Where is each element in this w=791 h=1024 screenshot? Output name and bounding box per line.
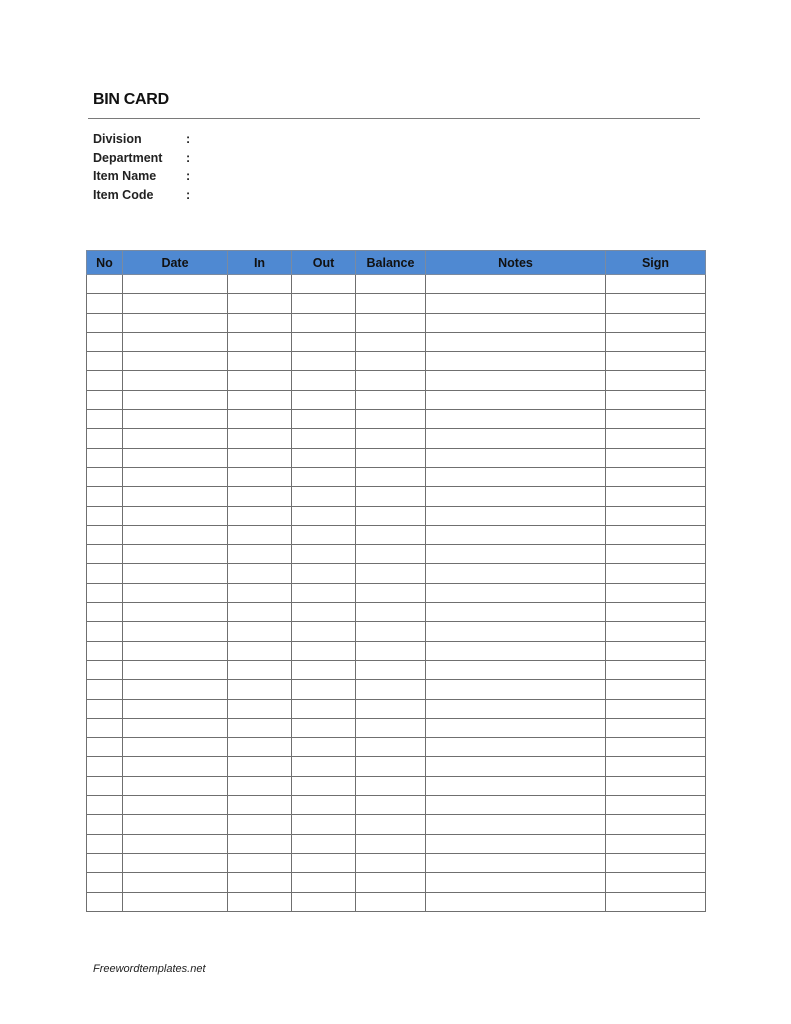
table-row — [87, 873, 706, 892]
cell-notes[interactable] — [426, 622, 606, 641]
cell-out[interactable] — [292, 390, 356, 409]
cell-no[interactable] — [87, 660, 123, 679]
cell-in[interactable] — [228, 583, 292, 602]
cell-no[interactable] — [87, 294, 123, 313]
cell-sign[interactable] — [606, 564, 706, 583]
cell-balance[interactable] — [356, 448, 426, 467]
cell-notes[interactable] — [426, 275, 606, 294]
cell-balance[interactable] — [356, 294, 426, 313]
cell-balance[interactable] — [356, 641, 426, 660]
cell-in[interactable] — [228, 506, 292, 525]
cell-in[interactable] — [228, 834, 292, 853]
cell-sign[interactable] — [606, 545, 706, 564]
field-item-code — [93, 186, 496, 205]
cell-sign[interactable] — [606, 699, 706, 718]
field-separator: : — [186, 169, 191, 183]
cell-no[interactable] — [87, 371, 123, 390]
cell-date[interactable] — [123, 448, 228, 467]
cell-balance[interactable] — [356, 834, 426, 853]
table-row — [87, 352, 706, 371]
cell-out[interactable] — [292, 487, 356, 506]
cell-in[interactable] — [228, 294, 292, 313]
cell-sign[interactable] — [606, 603, 706, 622]
cell-in[interactable] — [228, 641, 292, 660]
cell-in[interactable] — [228, 525, 292, 544]
cell-in[interactable] — [228, 467, 292, 486]
table-row — [87, 294, 706, 313]
cell-sign[interactable] — [606, 815, 706, 834]
cell-date[interactable] — [123, 525, 228, 544]
cell-date[interactable] — [123, 815, 228, 834]
column-header-out: Out — [292, 251, 356, 275]
cell-sign[interactable] — [606, 390, 706, 409]
table-row — [87, 641, 706, 660]
cell-out[interactable] — [292, 313, 356, 332]
cell-in[interactable] — [228, 352, 292, 371]
cell-no[interactable] — [87, 622, 123, 641]
cell-notes[interactable] — [426, 815, 606, 834]
cell-no[interactable] — [87, 487, 123, 506]
table-row — [87, 448, 706, 467]
table-row — [87, 680, 706, 699]
cell-notes[interactable] — [426, 525, 606, 544]
column-header-date: Date — [123, 251, 228, 275]
cell-out[interactable] — [292, 873, 356, 892]
cell-out[interactable] — [292, 506, 356, 525]
item-info-section — [93, 130, 496, 204]
table-row — [87, 332, 706, 351]
cell-date[interactable] — [123, 429, 228, 448]
table-header-row — [87, 251, 706, 275]
table-row — [87, 371, 706, 390]
table-row — [87, 390, 706, 409]
cell-date[interactable] — [123, 873, 228, 892]
cell-no[interactable] — [87, 834, 123, 853]
cell-out[interactable] — [292, 332, 356, 351]
table-row — [87, 892, 706, 911]
cell-balance[interactable] — [356, 776, 426, 795]
cell-no[interactable] — [87, 583, 123, 602]
cell-date[interactable] — [123, 892, 228, 911]
table-row — [87, 275, 706, 294]
cell-date[interactable] — [123, 776, 228, 795]
cell-date[interactable] — [123, 680, 228, 699]
cell-in[interactable] — [228, 448, 292, 467]
field-division — [93, 130, 496, 149]
cell-out[interactable] — [292, 448, 356, 467]
cell-date[interactable] — [123, 313, 228, 332]
cell-no[interactable] — [87, 641, 123, 660]
cell-sign[interactable] — [606, 853, 706, 872]
cell-in[interactable] — [228, 603, 292, 622]
field-label: Department — [93, 150, 163, 165]
cell-sign[interactable] — [606, 448, 706, 467]
cell-date[interactable] — [123, 390, 228, 409]
field-label: Division — [93, 132, 142, 146]
cell-out[interactable] — [292, 294, 356, 313]
title-divider — [88, 118, 700, 119]
cell-sign[interactable] — [606, 352, 706, 371]
cell-sign[interactable] — [606, 410, 706, 429]
cell-in[interactable] — [228, 371, 292, 390]
cell-date[interactable] — [123, 796, 228, 815]
cell-notes[interactable] — [426, 660, 606, 679]
cell-balance[interactable] — [356, 352, 426, 371]
cell-sign[interactable] — [606, 892, 706, 911]
table-row — [87, 815, 706, 834]
cell-date[interactable] — [123, 506, 228, 525]
cell-sign[interactable] — [606, 313, 706, 332]
table-row — [87, 718, 706, 737]
cell-date[interactable] — [123, 332, 228, 351]
cell-notes[interactable] — [426, 738, 606, 757]
cell-out[interactable] — [292, 815, 356, 834]
table-row — [87, 313, 706, 332]
cell-balance[interactable] — [356, 313, 426, 332]
table-row — [87, 776, 706, 795]
cell-out[interactable] — [292, 545, 356, 564]
division-value[interactable] — [196, 130, 496, 149]
cell-in[interactable] — [228, 718, 292, 737]
cell-notes[interactable] — [426, 564, 606, 583]
footer-source: Freewordtemplates.net — [93, 963, 206, 975]
table-row — [87, 738, 706, 757]
cell-date[interactable] — [123, 603, 228, 622]
cell-date[interactable] — [123, 834, 228, 853]
column-header-balance: Balance — [356, 251, 426, 275]
cell-no[interactable] — [87, 738, 123, 757]
cell-in[interactable] — [228, 815, 292, 834]
cell-date[interactable] — [123, 699, 228, 718]
cell-balance[interactable] — [356, 525, 426, 544]
cell-date[interactable] — [123, 487, 228, 506]
field-separator: : — [186, 187, 191, 202]
table-row — [87, 796, 706, 815]
cell-no[interactable] — [87, 352, 123, 371]
field-item-name — [93, 167, 496, 186]
cell-balance[interactable] — [356, 718, 426, 737]
table-row — [87, 487, 706, 506]
cell-sign[interactable] — [606, 796, 706, 815]
cell-notes[interactable] — [426, 332, 606, 351]
cell-sign[interactable] — [606, 371, 706, 390]
cell-date[interactable] — [123, 371, 228, 390]
cell-notes[interactable] — [426, 603, 606, 622]
cell-no[interactable] — [87, 313, 123, 332]
cell-balance[interactable] — [356, 873, 426, 892]
cell-no[interactable] — [87, 853, 123, 872]
cell-no[interactable] — [87, 603, 123, 622]
cell-no[interactable] — [87, 873, 123, 892]
cell-in[interactable] — [228, 873, 292, 892]
cell-notes[interactable] — [426, 699, 606, 718]
cell-notes[interactable] — [426, 892, 606, 911]
table-row — [87, 757, 706, 776]
table-row — [87, 853, 706, 872]
cell-sign[interactable] — [606, 525, 706, 544]
table-row — [87, 506, 706, 525]
cell-out[interactable] — [292, 525, 356, 544]
cell-balance[interactable] — [356, 680, 426, 699]
column-header-notes: Notes — [426, 251, 606, 275]
cell-notes[interactable] — [426, 294, 606, 313]
cell-sign[interactable] — [606, 275, 706, 294]
table-row — [87, 699, 706, 718]
cell-date[interactable] — [123, 545, 228, 564]
cell-sign[interactable] — [606, 834, 706, 853]
cell-notes[interactable] — [426, 796, 606, 815]
cell-no[interactable] — [87, 448, 123, 467]
cell-out[interactable] — [292, 603, 356, 622]
cell-date[interactable] — [123, 622, 228, 641]
cell-out[interactable] — [292, 429, 356, 448]
cell-date[interactable] — [123, 294, 228, 313]
cell-out[interactable] — [292, 564, 356, 583]
cell-balance[interactable] — [356, 332, 426, 351]
cell-sign[interactable] — [606, 660, 706, 679]
cell-in[interactable] — [228, 313, 292, 332]
cell-out[interactable] — [292, 275, 356, 294]
cell-balance[interactable] — [356, 429, 426, 448]
cell-out[interactable] — [292, 641, 356, 660]
field-department — [93, 149, 496, 168]
item-name-value[interactable] — [196, 167, 496, 186]
cell-sign[interactable] — [606, 757, 706, 776]
table-row — [87, 467, 706, 486]
cell-notes[interactable] — [426, 757, 606, 776]
cell-date[interactable] — [123, 853, 228, 872]
field-separator: : — [186, 150, 191, 165]
table-row — [87, 564, 706, 583]
field-label: Item Code — [93, 187, 154, 202]
cell-in[interactable] — [228, 699, 292, 718]
cell-in[interactable] — [228, 429, 292, 448]
cell-sign[interactable] — [606, 776, 706, 795]
cell-sign[interactable] — [606, 294, 706, 313]
cell-notes[interactable] — [426, 545, 606, 564]
cell-no[interactable] — [87, 892, 123, 911]
cell-no[interactable] — [87, 506, 123, 525]
cell-date[interactable] — [123, 583, 228, 602]
cell-balance[interactable] — [356, 487, 426, 506]
cell-no[interactable] — [87, 467, 123, 486]
cell-in[interactable] — [228, 660, 292, 679]
cell-in[interactable] — [228, 332, 292, 351]
cell-sign[interactable] — [606, 467, 706, 486]
field-separator: : — [186, 132, 191, 146]
cell-notes[interactable] — [426, 853, 606, 872]
cell-out[interactable] — [292, 757, 356, 776]
cell-out[interactable] — [292, 892, 356, 911]
cell-out[interactable] — [292, 660, 356, 679]
cell-no[interactable] — [87, 410, 123, 429]
cell-sign[interactable] — [606, 583, 706, 602]
cell-out[interactable] — [292, 352, 356, 371]
cell-in[interactable] — [228, 796, 292, 815]
cell-no[interactable] — [87, 699, 123, 718]
cell-in[interactable] — [228, 487, 292, 506]
cell-no[interactable] — [87, 757, 123, 776]
cell-date[interactable] — [123, 660, 228, 679]
cell-in[interactable] — [228, 410, 292, 429]
cell-in[interactable] — [228, 853, 292, 872]
cell-sign[interactable] — [606, 718, 706, 737]
cell-sign[interactable] — [606, 641, 706, 660]
cell-out[interactable] — [292, 718, 356, 737]
cell-date[interactable] — [123, 757, 228, 776]
cell-notes[interactable] — [426, 410, 606, 429]
cell-out[interactable] — [292, 834, 356, 853]
cell-no[interactable] — [87, 275, 123, 294]
cell-notes[interactable] — [426, 718, 606, 737]
cell-out[interactable] — [292, 680, 356, 699]
column-header-no: No — [87, 251, 123, 275]
cell-notes[interactable] — [426, 641, 606, 660]
cell-out[interactable] — [292, 699, 356, 718]
cell-no[interactable] — [87, 390, 123, 409]
cell-in[interactable] — [228, 564, 292, 583]
cell-notes[interactable] — [426, 487, 606, 506]
cell-balance[interactable] — [356, 603, 426, 622]
cell-in[interactable] — [228, 680, 292, 699]
cell-no[interactable] — [87, 815, 123, 834]
cell-notes[interactable] — [426, 834, 606, 853]
cell-notes[interactable] — [426, 873, 606, 892]
cell-date[interactable] — [123, 641, 228, 660]
cell-date[interactable] — [123, 352, 228, 371]
cell-sign[interactable] — [606, 680, 706, 699]
cell-no[interactable] — [87, 564, 123, 583]
cell-date[interactable] — [123, 718, 228, 737]
cell-date[interactable] — [123, 738, 228, 757]
cell-no[interactable] — [87, 429, 123, 448]
department-value[interactable] — [196, 149, 496, 168]
cell-notes[interactable] — [426, 506, 606, 525]
column-header-in: In — [228, 251, 292, 275]
cell-out[interactable] — [292, 467, 356, 486]
cell-in[interactable] — [228, 275, 292, 294]
cell-out[interactable] — [292, 738, 356, 757]
table-row — [87, 834, 706, 853]
cell-sign[interactable] — [606, 738, 706, 757]
cell-sign[interactable] — [606, 332, 706, 351]
cell-notes[interactable] — [426, 448, 606, 467]
table-row — [87, 545, 706, 564]
cell-date[interactable] — [123, 410, 228, 429]
cell-balance[interactable] — [356, 796, 426, 815]
cell-balance[interactable] — [356, 583, 426, 602]
cell-no[interactable] — [87, 680, 123, 699]
cell-no[interactable] — [87, 776, 123, 795]
item-code-value[interactable] — [196, 186, 496, 205]
cell-no[interactable] — [87, 796, 123, 815]
cell-balance[interactable] — [356, 390, 426, 409]
cell-out[interactable] — [292, 371, 356, 390]
cell-balance[interactable] — [356, 545, 426, 564]
cell-notes[interactable] — [426, 352, 606, 371]
cell-balance[interactable] — [356, 371, 426, 390]
cell-sign[interactable] — [606, 622, 706, 641]
cell-in[interactable] — [228, 776, 292, 795]
cell-out[interactable] — [292, 776, 356, 795]
cell-balance[interactable] — [356, 564, 426, 583]
cell-out[interactable] — [292, 622, 356, 641]
cell-no[interactable] — [87, 332, 123, 351]
table-row — [87, 525, 706, 544]
cell-balance[interactable] — [356, 892, 426, 911]
cell-out[interactable] — [292, 796, 356, 815]
cell-sign[interactable] — [606, 506, 706, 525]
cell-out[interactable] — [292, 410, 356, 429]
cell-balance[interactable] — [356, 738, 426, 757]
cell-notes[interactable] — [426, 680, 606, 699]
cell-notes[interactable] — [426, 429, 606, 448]
cell-no[interactable] — [87, 545, 123, 564]
cell-notes[interactable] — [426, 371, 606, 390]
cell-notes[interactable] — [426, 583, 606, 602]
cell-balance[interactable] — [356, 660, 426, 679]
page-title: BIN CARD — [93, 91, 169, 108]
column-header-sign: Sign — [606, 251, 706, 275]
table-row — [87, 660, 706, 679]
cell-notes[interactable] — [426, 776, 606, 795]
table-row — [87, 410, 706, 429]
cell-sign[interactable] — [606, 873, 706, 892]
table-row — [87, 583, 706, 602]
cell-balance[interactable] — [356, 853, 426, 872]
cell-balance[interactable] — [356, 699, 426, 718]
cell-balance[interactable] — [356, 506, 426, 525]
cell-balance[interactable] — [356, 757, 426, 776]
cell-out[interactable] — [292, 853, 356, 872]
table-row — [87, 622, 706, 641]
cell-in[interactable] — [228, 545, 292, 564]
table-row — [87, 603, 706, 622]
cell-sign[interactable] — [606, 487, 706, 506]
cell-notes[interactable] — [426, 390, 606, 409]
cell-balance[interactable] — [356, 410, 426, 429]
table-body — [87, 275, 706, 912]
cell-balance[interactable] — [356, 815, 426, 834]
table-row — [87, 429, 706, 448]
cell-in[interactable] — [228, 738, 292, 757]
cell-balance[interactable] — [356, 467, 426, 486]
cell-no[interactable] — [87, 718, 123, 737]
cell-in[interactable] — [228, 622, 292, 641]
cell-date[interactable] — [123, 275, 228, 294]
cell-sign[interactable] — [606, 429, 706, 448]
bin-card-table — [86, 250, 706, 912]
cell-date[interactable] — [123, 467, 228, 486]
cell-in[interactable] — [228, 757, 292, 776]
cell-in[interactable] — [228, 390, 292, 409]
cell-balance[interactable] — [356, 275, 426, 294]
cell-out[interactable] — [292, 583, 356, 602]
cell-notes[interactable] — [426, 467, 606, 486]
cell-date[interactable] — [123, 564, 228, 583]
cell-no[interactable] — [87, 525, 123, 544]
cell-in[interactable] — [228, 892, 292, 911]
cell-notes[interactable] — [426, 313, 606, 332]
field-label: Item Name — [93, 169, 157, 183]
cell-balance[interactable] — [356, 622, 426, 641]
